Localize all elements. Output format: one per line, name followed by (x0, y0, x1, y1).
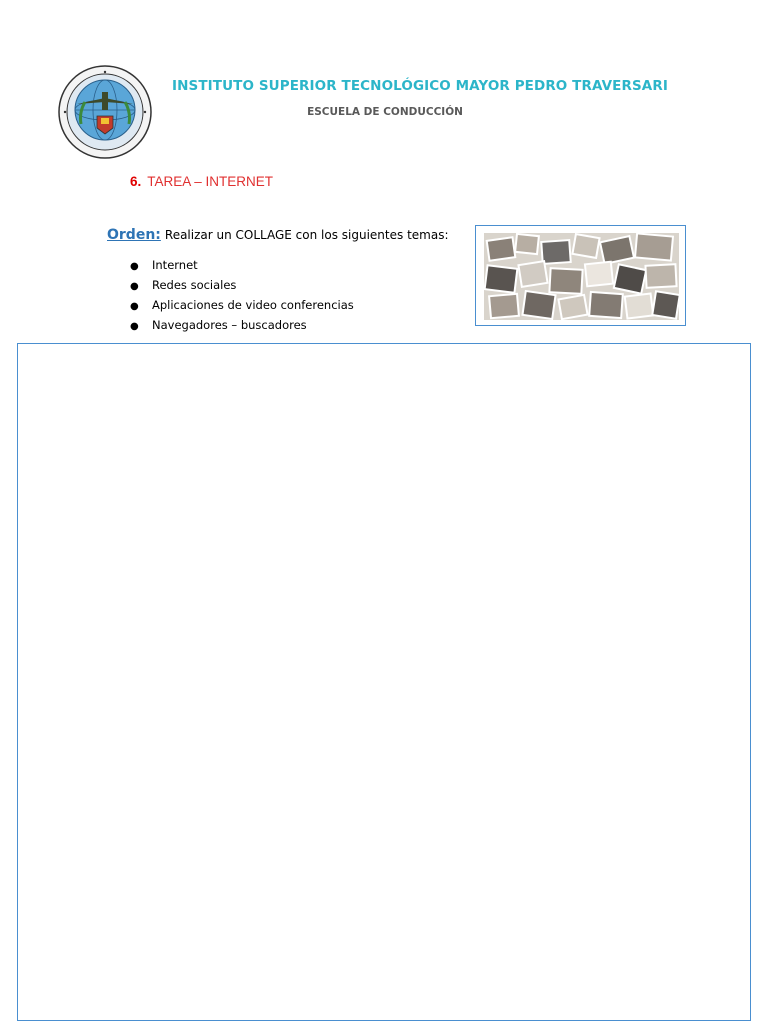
order-label: Orden: (107, 227, 161, 243)
collage-answer-box (17, 343, 751, 1021)
bullet-icon: ● (130, 261, 139, 272)
topic-label: Redes sociales (152, 278, 237, 292)
collage-photo-icon (484, 233, 679, 320)
institute-logo (57, 64, 153, 160)
topics-list (130, 256, 354, 336)
bullet-icon: ● (130, 301, 139, 312)
order-text: Realizar un COLLAGE con los siguientes temas: (164, 228, 449, 242)
topic-label: Navegadores – buscadores (152, 318, 307, 332)
school-subtitle: ESCUELA DE CONDUCCIÓN (307, 106, 463, 118)
topic-label: Aplicaciones de video conferencias (152, 298, 354, 312)
collage-image-frame (475, 225, 686, 326)
topic-label: Internet (152, 258, 198, 272)
list-item (130, 296, 354, 316)
list-item (130, 276, 354, 296)
list-item (130, 256, 354, 276)
institution-title: INSTITUTO SUPERIOR TECNOLÓGICO MAYOR PEDRO TRAVERSARI (172, 78, 668, 94)
task-title: TAREA – INTERNET (147, 174, 274, 189)
bullet-icon: ● (130, 281, 139, 292)
task-heading (130, 174, 273, 189)
institute-seal-icon (57, 64, 153, 160)
list-item (130, 316, 354, 336)
order-line (107, 227, 449, 243)
bullet-icon: ● (130, 321, 139, 332)
task-number: 6. (130, 174, 142, 189)
